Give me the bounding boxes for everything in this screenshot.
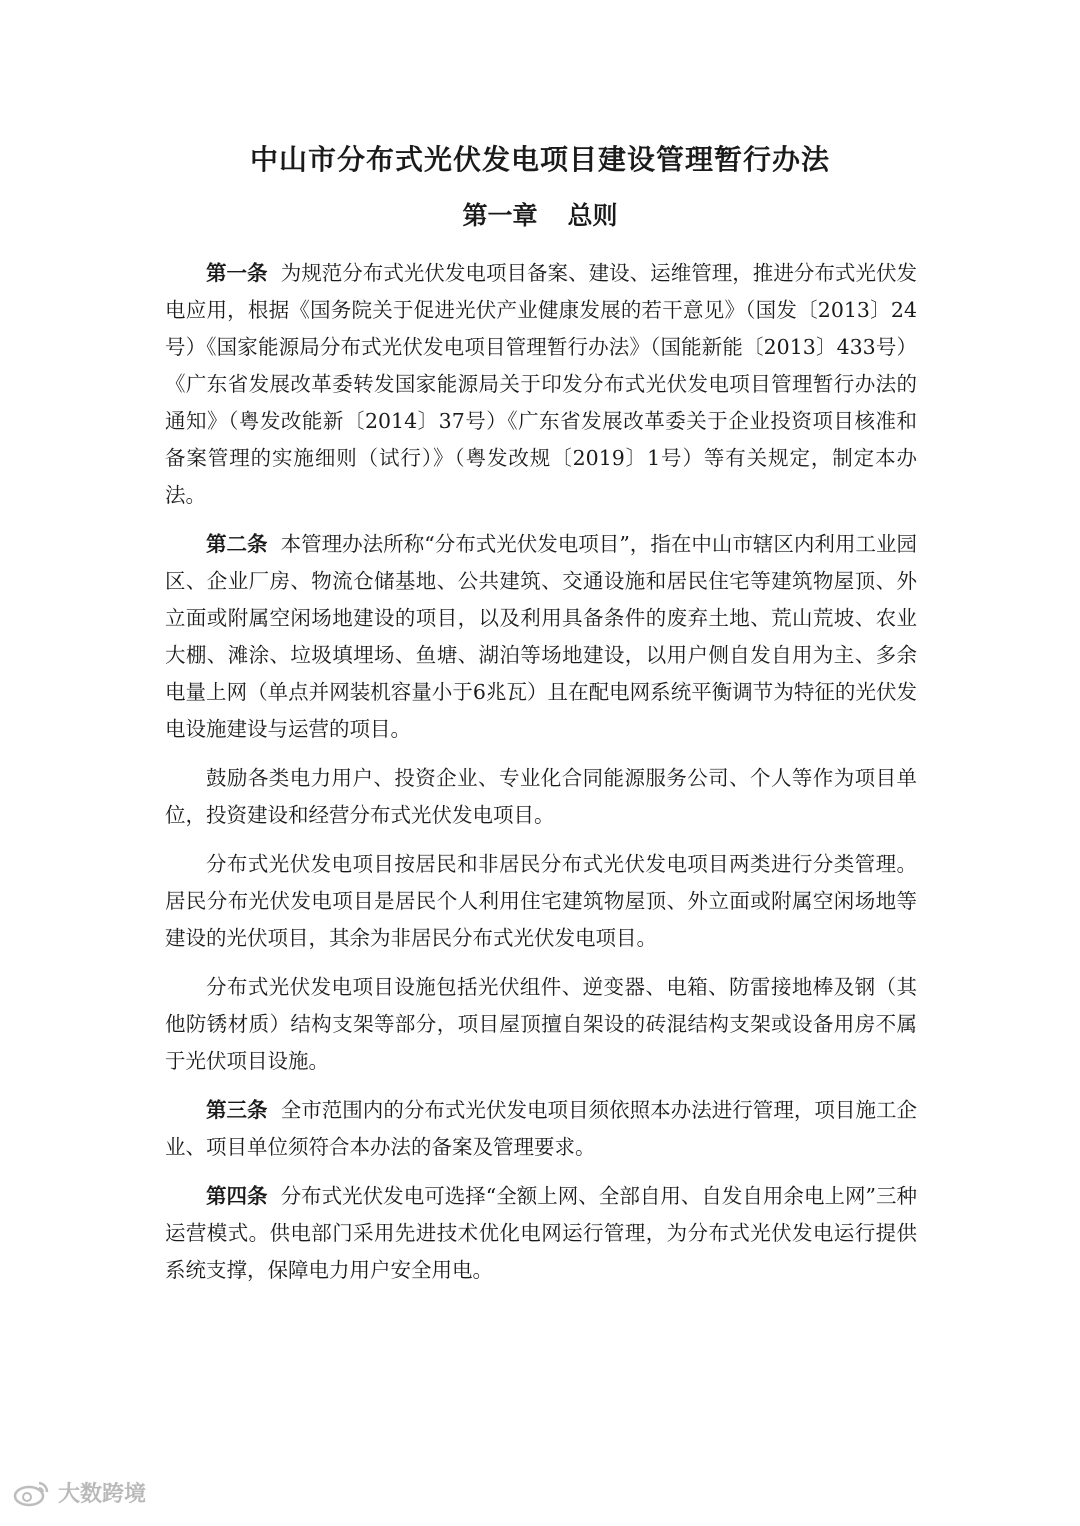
watermark-text: 大数跨境 <box>58 1482 147 1507</box>
body-paragraph <box>165 846 917 957</box>
document-body <box>165 255 917 1301</box>
chapter-heading <box>0 197 1080 235</box>
chapter-number: 第一章 <box>462 201 538 230</box>
article-text: 全市范围内的分布式光伏发电项目须依照本办法进行管理，项目施工企业、项目单位须符合本办法的备案及管理要求。 <box>165 1098 918 1159</box>
article-number: 第三条 <box>206 1098 268 1122</box>
article-paragraph <box>165 1092 917 1166</box>
weibo-icon <box>12 1478 52 1508</box>
watermark <box>12 1477 146 1508</box>
body-paragraph <box>165 760 917 834</box>
article-number: 第四条 <box>206 1184 268 1208</box>
article-text: 分布式光伏发电可选择“全额上网、全部自用、自发自用余电上网”三种运营模式。供电部门采用先进技术优化电网运行管理，为分布式光伏发电运行提供系统支撑，保障电力用户安全用电。 <box>165 1184 917 1282</box>
article-number: 第一条 <box>206 261 268 285</box>
body-paragraph <box>165 969 917 1080</box>
article-text: 为规范分布式光伏发电项目备案、建设、运维管理，推进分布式光伏发电应用，根据《国务院关于促进光伏产业健康发展的若干意见》（国发〔2013〕24号）《国家能源局分布式光伏发电项目管理暂行办法》（国能新能〔2013〕433号）《广东省发展改革委转发国家能源局关于印发分布式光伏发电项目管理暂行办法的通知》（粤发改能新〔2014〕37号）《广东省发展改革委关于企业投资项目核准和备案管理的实施细则（试行）》（粤发改规〔2019〕1号）等有关规定，制定本办法。 <box>165 261 918 507</box>
chapter-name: 总则 <box>567 201 618 230</box>
paragraph-text: 分布式光伏发电项目按居民和非居民分布式光伏发电项目两类进行分类管理。居民分布光伏发电项目是居民个人利用住宅建筑物屋顶、外立面或附属空闲场地等建设的光伏项目，其余为非居民分布式光伏发电项目。 <box>165 852 917 950</box>
article-paragraph <box>165 1178 917 1289</box>
article-paragraph <box>165 526 917 748</box>
article-number: 第二条 <box>206 532 268 556</box>
document-title: 中山市分布式光伏发电项目建设管理暂行办法 <box>249 143 830 176</box>
article-text: 本管理办法所称“分布式光伏发电项目”，指在中山市辖区内利用工业园区、企业厂房、物流仓储基地、公共建筑、交通设施和居民住宅等建筑物屋顶、外立面或附属空闲场地建设的项目，以及利用具备条件的废弃土地、荒山荒坡、农业大棚、滩涂、垃圾填埋场、鱼塘、湖泊等场地建设，以用户侧自发自用为主、多余电量上网（单点并网装机容量小于6兆瓦）且在配电网系统平衡调节为特征的光伏发电设施建设与运营的项目。 <box>165 532 917 741</box>
article-paragraph <box>165 255 917 514</box>
paragraph-text: 分布式光伏发电项目设施包括光伏组件、逆变器、电箱、防雷接地棒及钢（其他防锈材质）结构支架等部分，项目屋顶擅自架设的砖混结构支架或设备用房不属于光伏项目设施。 <box>165 975 917 1073</box>
paragraph-text: 鼓励各类电力用户、投资企业、专业化合同能源服务公司、个人等作为项目单位，投资建设和经营分布式光伏发电项目。 <box>165 766 917 827</box>
